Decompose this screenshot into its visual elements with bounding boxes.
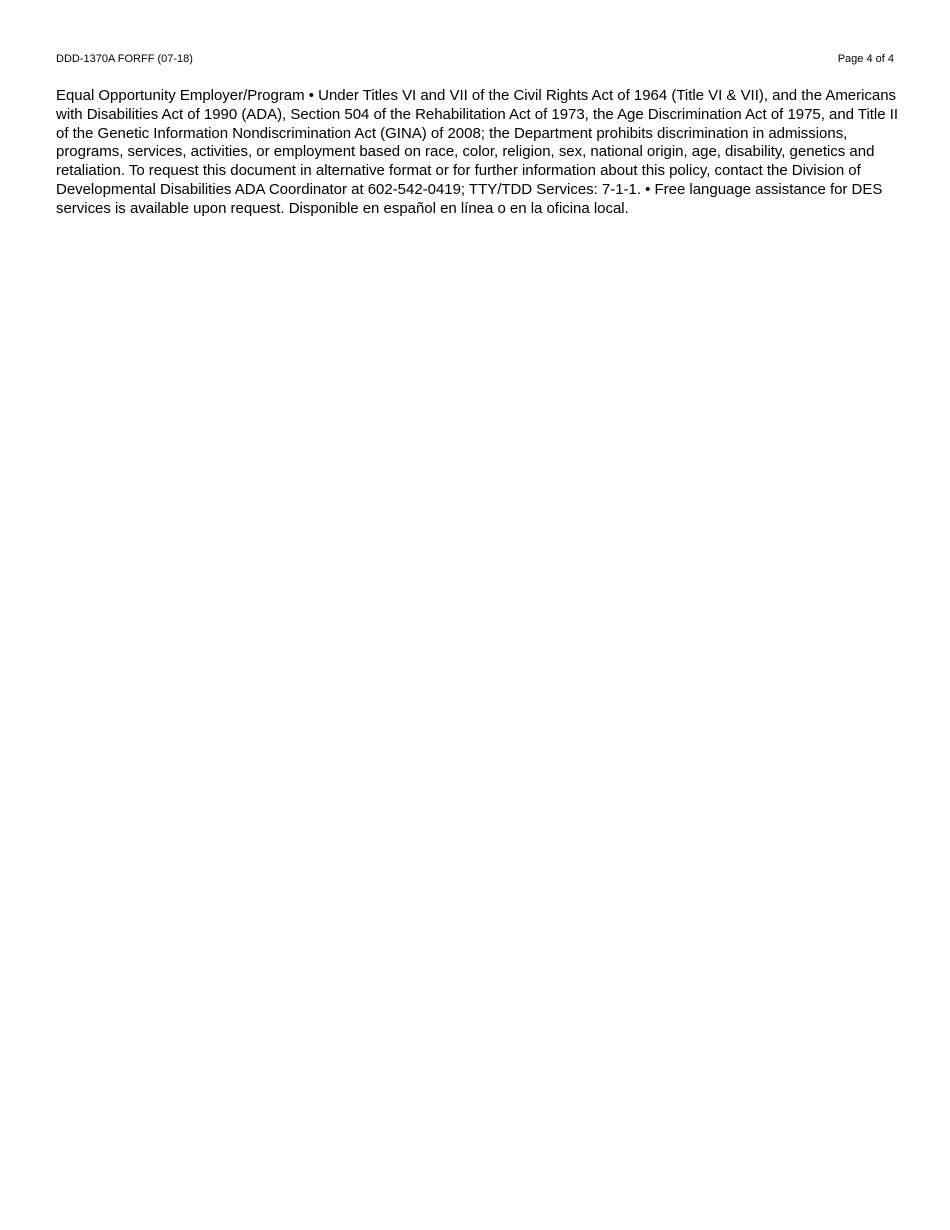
eeo-statement: Equal Opportunity Employer/Program • Under Titles VI and VII of the Civil Rights Act of 1964 (Title VI & VII), and the Americans with Disabilities Act of 1990 (ADA), Section 504 of the Rehabilitation Act of 1973, the Age Discrimination Act of 1975, and Title II of the Genetic Information Nondiscrimination Act (GINA) of 2008; the Department prohibits discrimination in admissions, programs, services, activities, or employment based on race, color, religion, sex, national origin, age, disability, genetics and retaliation. To request this document in alternative format or for further information about this policy, contact the Division of Developmental Disabilities ADA Coordinator at 602-542-0419; TTY/TDD Services: 7-1-1. • Free language assistance for DES services is available upon request. Disponible en español en línea o en la oficina local.: [56, 87, 899, 217]
form-id: DDD-1370A FORFF (07-18): [56, 53, 193, 65]
page-header: [56, 52, 894, 68]
page-number: Page 4 of 4: [837, 53, 894, 65]
